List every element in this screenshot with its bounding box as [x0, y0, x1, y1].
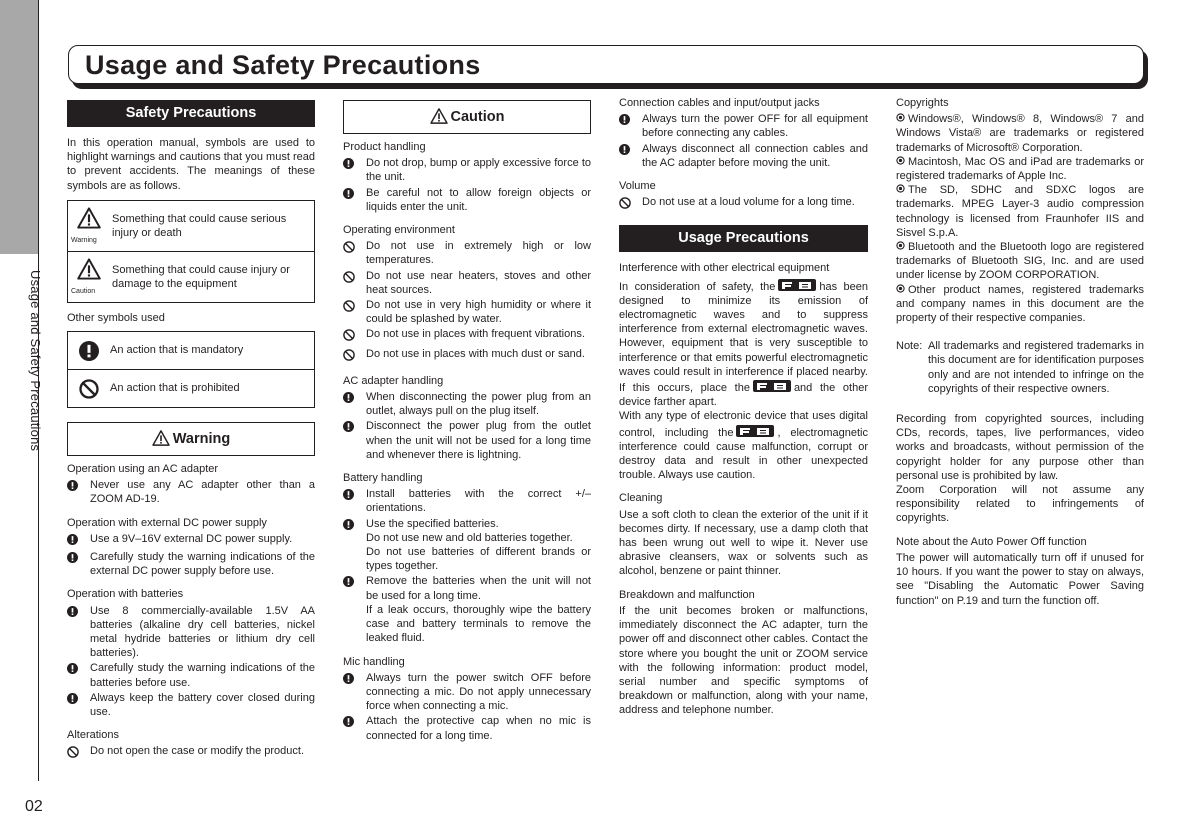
auto-off-text: The power will automatically turn off if unused for 10 hours. If you want the power to stay on always, see "Disabling the Automatic Power Saving function" on P.19 and turn the function off. [896, 551, 1144, 607]
mandatory-icon [343, 158, 354, 169]
bullet-icon [896, 284, 905, 293]
volume-heading: Volume [619, 180, 656, 193]
prohibited-icon [343, 300, 355, 312]
item-text: Always turn the power OFF for all equipment before connecting any cables. [642, 113, 868, 140]
interference-text-2: With any type of electronic device that uses digital control, including the , electromagnetic interference could cause malfunction, corrupt or destroy data and result in other unexpected trouble. Always use caution. [619, 410, 868, 482]
f8-logo-icon [777, 278, 817, 292]
list-item [619, 142, 868, 170]
copyright-item: Windows®, Windows® 8, Windows® 7 and Windows Vista® are trademarks or registered trademarks of Microsoft® Corporation. [896, 113, 1144, 154]
list-item [67, 661, 315, 689]
warning-heading: Warning [172, 431, 231, 448]
bullet-icon [896, 156, 905, 165]
item-text: Do not use batteries of different brands or types together. [366, 546, 591, 573]
caution-triangle-icon [77, 258, 101, 280]
prohibited-symbol-row [67, 369, 315, 408]
batteries-heading: Operation with batteries [67, 588, 184, 601]
ac-handling-heading: AC adapter handling [343, 374, 444, 387]
warning-symbol-text: Something that could cause serious injury or death [112, 212, 287, 239]
bullet-icon [896, 184, 905, 193]
list-item [343, 156, 591, 184]
list-item [343, 347, 591, 365]
ac-adapter-heading: Operation using an AC adapter [67, 463, 219, 476]
safety-precautions-heading: Safety Precautions [67, 100, 315, 127]
item-text: Do not use in places with frequent vibrations. [366, 328, 585, 341]
mandatory-symbol-row [67, 331, 315, 370]
list-item [67, 691, 315, 719]
cleaning-heading: Cleaning [619, 492, 663, 505]
list-item [67, 478, 315, 506]
list-item [343, 186, 591, 214]
mandatory-icon [343, 673, 354, 684]
caution-symbol-text: Something that could cause injury or damage to the equipment [112, 263, 290, 290]
item-text: Do not use at a loud volume for a long time. [642, 196, 855, 209]
warning-symbol-row [67, 200, 315, 252]
list-item [343, 269, 591, 297]
list-item [343, 419, 591, 462]
prohibited-icon [343, 349, 355, 361]
caution-symbol-row [67, 251, 315, 303]
mandatory-icon [67, 534, 78, 545]
list-item [67, 604, 315, 661]
caution-heading: Caution [450, 109, 505, 125]
list-item [67, 532, 315, 549]
mandatory-icon [343, 188, 354, 199]
item-text: Do not use in extremely high or low temperatures. [366, 240, 591, 267]
item-text: Use 8 commercially-available 1.5V AA batteries (alkaline dry cell batteries, nickel metal hydride batteries or lithium dry cell batteries). [90, 604, 315, 660]
mandatory-icon [67, 480, 78, 491]
column-copyrights [896, 96, 1144, 608]
auto-off-heading: Note about the Auto Power Off function [896, 535, 1087, 548]
copyright-item: Other product names, registered trademarks and company names in this document are the property of their respective companies. [896, 283, 1144, 325]
item-text: Do not use near heaters, stoves and other heat sources. [366, 269, 591, 296]
item-text: Do not use in very high humidity or where it could be splashed by water. [366, 299, 591, 326]
item-text: Install batteries with the correct +/– orientations. [366, 488, 591, 515]
note-text: All trademarks and registered trademarks in this document are for identification purposes only and are not intended to infringe on the copyrights of their respective owners. [928, 340, 1144, 395]
mandatory-icon [67, 552, 78, 563]
item-text: Use the specified batteries. [366, 517, 499, 530]
cables-heading: Connection cables and input/output jacks [619, 97, 820, 109]
list-item [343, 517, 591, 574]
list-item [619, 195, 868, 213]
column-safety [67, 100, 315, 764]
mandatory-icon [343, 576, 354, 587]
caution-caption: Caution [71, 287, 96, 295]
list-item [343, 327, 591, 345]
environment-heading: Operating environment [343, 224, 455, 237]
usage-precautions-heading: Usage Precautions [619, 225, 868, 252]
cleaning-text: Use a soft cloth to clean the exterior of the unit if it becomes dirty. If necessary, use a damp cloth that has been wrung out well to wipe it. Never use abrasive cleansers, wax or solvents such as alcohol, benzene or paint thinner. [619, 508, 868, 578]
page-number: 02 [25, 798, 43, 815]
bullet-icon [896, 241, 905, 250]
item-text: Never use any AC adapter other than a ZOOM AD-19. [90, 479, 315, 506]
list-item [619, 112, 868, 140]
item-text: Do not drop, bump or apply excessive force to the unit. [366, 157, 591, 184]
warning-triangle-icon [77, 207, 101, 229]
mandatory-icon [343, 392, 354, 403]
item-text: Carefully study the warning indications of the external DC power supply before use. [90, 551, 315, 578]
item-text: Remove the batteries when the unit will not be used for a long time. [366, 575, 591, 602]
f8-logo-icon [735, 424, 775, 438]
mandatory-icon [67, 693, 78, 704]
warning-box-heading [67, 422, 315, 456]
caution-icon [430, 108, 448, 124]
breakdown-text: If the unit becomes broken or malfunctions, immediately disconnect the AC adapter, turn the power off and disconnect other cables. Contact the store where you bought the unit or ZOOM service with the following information: product model, serial number and specific symptoms of breakdown or malfunction, along with your name, address and telephone number. [619, 604, 868, 717]
item-text: Always turn the power switch OFF before connecting a mic. Do not apply unnecessary force when connecting a mic. [366, 671, 591, 713]
item-text: Use a 9V–16V external DC power supply. [90, 532, 293, 545]
copyright-item: Macintosh, Mac OS and iPad are trademarks or registered trademarks of Apple Inc. [896, 155, 1144, 183]
list-item [343, 714, 591, 742]
warning-icon [152, 430, 170, 446]
mic-handling-heading: Mic handling [343, 655, 405, 668]
list-item [343, 671, 591, 714]
f8-logo-icon [752, 379, 792, 393]
item-text: Do not use new and old batteries together. [366, 531, 573, 544]
item-text: Do not open the case or modify the product. [90, 745, 305, 758]
copyright-item: The SD, SDHC and SDXC logos are trademarks. MPEG Layer-3 audio compression technology is licensed from Fraunhofer IIS and Sisvel S.p.A. [896, 184, 1144, 239]
item-text: When disconnecting the power plug from an outlet, always pull on the plug itself. [366, 391, 591, 418]
breakdown-heading: Breakdown and malfunction [619, 588, 755, 601]
product-handling-heading: Product handling [343, 141, 426, 153]
mandatory-icon [619, 144, 630, 155]
mandatory-icon [619, 114, 630, 125]
mandatory-icon [343, 421, 354, 432]
prohibited-icon [619, 197, 631, 209]
copyright-item: Bluetooth and the Bluetooth logo are registered trademarks of Bluetooth SIG, Inc. and are used under license by ZOOM CORPORATION. [896, 241, 1144, 282]
list-item [343, 298, 591, 326]
caution-box-heading [343, 100, 591, 134]
list-item [67, 744, 315, 762]
prohibited-icon [79, 379, 99, 399]
list-item [343, 239, 591, 267]
copyrights-heading: Copyrights [896, 97, 949, 109]
symbol-legend [67, 200, 315, 303]
mandatory-icon [67, 606, 78, 617]
prohibited-icon [67, 746, 79, 758]
list-item [343, 390, 591, 418]
list-item [67, 550, 315, 578]
note-label: Note: [896, 340, 923, 353]
list-item [343, 487, 591, 515]
alterations-heading: Alterations [67, 729, 119, 742]
other-symbols-label: Other symbols used [67, 311, 165, 324]
mandatory-icon [343, 519, 354, 530]
mandatory-icon [343, 716, 354, 727]
mandatory-icon [79, 341, 99, 361]
page-title: Usage and Safety Precautions [85, 50, 481, 80]
item-text: Attach the protective cap when no mic is connected for a long time. [366, 715, 591, 742]
liability-text: Zoom Corporation will not assume any responsibility related to infringements of copyrights. [896, 484, 1144, 525]
intro-text: In this operation manual, symbols are used to highlight warnings and cautions that you must read to prevent accidents. The meanings of these symbols are as follows. [67, 137, 315, 192]
trademark-note [896, 339, 1144, 396]
item-text: Disconnect the power plug from the outlet when the unit will not be used for a long time and whenever there is lightning. [366, 420, 591, 461]
column-usage [619, 96, 868, 718]
dc-supply-heading: Operation with external DC power supply [67, 516, 267, 529]
mandatory-text: An action that is mandatory [110, 344, 244, 357]
battery-handling-heading: Battery handling [343, 472, 423, 485]
prohibited-icon [343, 271, 355, 283]
interference-heading: Interference with other electrical equipment [619, 262, 830, 275]
title-box [68, 45, 1144, 84]
mandatory-icon [67, 663, 78, 674]
prohibited-text: An action that is prohibited [110, 382, 240, 395]
item-text: Do not use in places with much dust or sand. [366, 347, 585, 360]
column-caution [343, 100, 591, 744]
prohibited-icon [343, 241, 355, 253]
warning-caption: Warning [71, 236, 97, 244]
item-text: Carefully study the warning indications of the batteries before use. [90, 662, 315, 689]
item-text: Be careful not to allow foreign objects or liquids enter the unit. [366, 186, 591, 213]
item-text: If a leak occurs, thoroughly wipe the battery case and battery terminals to remove the leaked fluid. [366, 603, 591, 645]
item-text: Always disconnect all connection cables and the AC adapter before moving the unit. [642, 142, 868, 169]
list-item [343, 574, 591, 645]
prohibited-icon [343, 329, 355, 341]
sidebar-tab [0, 0, 38, 254]
recording-text: Recording from copyrighted sources, including CDs, records, tapes, live performances, video works and broadcasts, without permission of the copyright holder for any purpose other than personal use is prohibited by law. [896, 413, 1144, 482]
bullet-icon [896, 113, 905, 122]
item-text: Always keep the battery cover closed during use. [90, 691, 315, 719]
sidebar-label: Usage and Safety Precautions [28, 270, 44, 452]
interference-text: In consideration of safety, the has been designed to minimize its emission of electromagnetic waves and to suppress interference from external electromagnetic waves. However, equipment that is very susceptible to interference or that emits powerful electromagnetic waves could result in interference if placed nearby. If this occurs, place the and the other device farther apart. [619, 278, 868, 410]
mandatory-icon [343, 489, 354, 500]
